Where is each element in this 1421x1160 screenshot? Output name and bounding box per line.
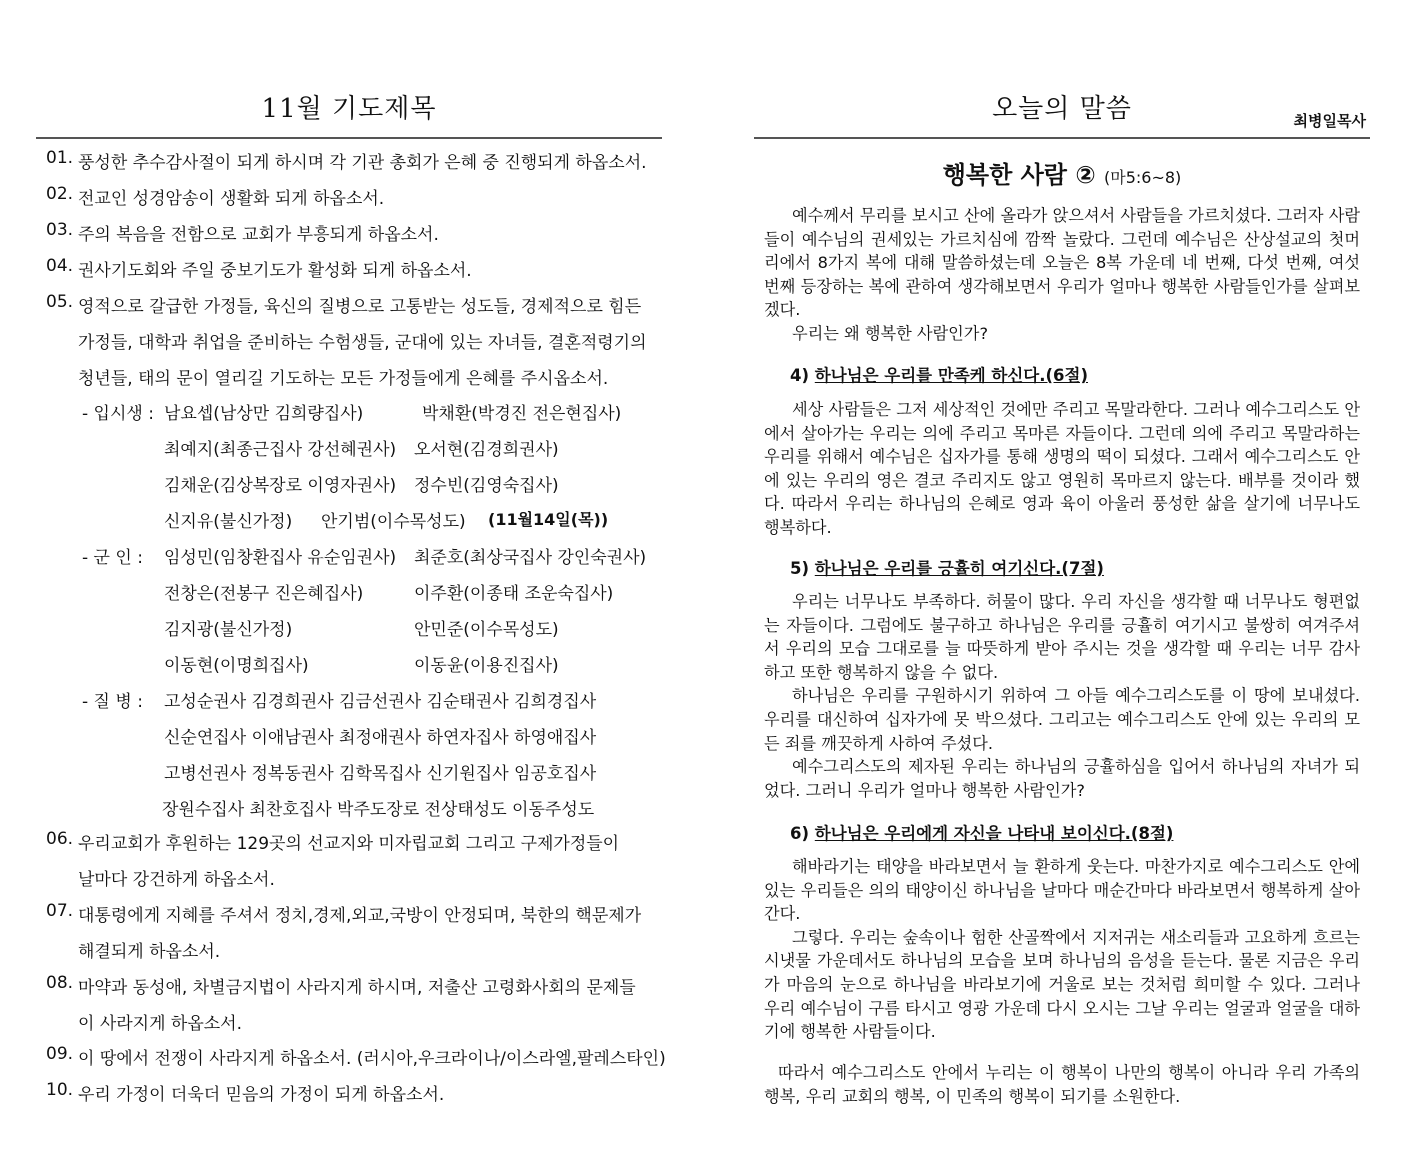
- item-text: 권사기도회와 주일 중보기도가 활성화 되게 하옵소서.: [78, 261, 472, 281]
- exam-date: (11월14일(목)): [488, 510, 609, 529]
- army-label: - 군 인 :: [82, 548, 143, 568]
- item-text: 가정들, 대학과 취업을 준비하는 수험생들, 군대에 있는 자녀들, 결혼적령기의: [78, 333, 647, 353]
- point-paragraph-6: [764, 855, 1360, 1044]
- item-text: 마약과 동성애, 차별금지법이 사라지게 하시며, 저출산 고령화사회의 문제들: [78, 978, 636, 998]
- name-entry: 전창은(전봉구 진은혜집사): [164, 584, 364, 604]
- title-divider: [754, 137, 1370, 139]
- point-heading-6: [790, 820, 1173, 844]
- heading-number: 6): [790, 824, 810, 843]
- name-entry: 임성민(임창환집사 유순임권사): [164, 548, 397, 568]
- item-number: 02.: [46, 184, 74, 204]
- name-entry: 안민준(이수목성도): [414, 620, 559, 640]
- conclusion-paragraph: [764, 1061, 1360, 1108]
- item-number: 06.: [46, 829, 74, 849]
- paragraph-text: 해바라기는 태양을 바라보면서 늘 환하게 웃는다. 마찬가지로 예수그리스도 안에 있는 우리들은 의의 태양이신 하나님을 날마다 매순간마다 바라보면서 행복하게 살아간다.: [764, 857, 1360, 924]
- item-text: 해결되게 하옵소서.: [78, 942, 221, 962]
- heading-text: 하나님은 우리에게 자신을 나타내 보이신다.(8절): [814, 824, 1174, 843]
- author: 최병일목사: [1293, 112, 1366, 130]
- item-text: 이 땅에서 전쟁이 사라지게 하옵소서. (러시아,우크라이나/이스라엘,팔레스타인): [78, 1049, 666, 1069]
- item-text: 대통령에게 지혜를 주셔서 정치,경제,외교,국방이 안정되며, 북한의 핵문제가: [78, 906, 642, 926]
- paragraph-text: 우리는 왜 행복한 사람인가?: [792, 323, 989, 343]
- heading-text: 하나님은 우리를 긍휼히 여기신다.(7절): [814, 559, 1104, 578]
- name-list: 고성순권사 김경희권사 김금선권사 김순태권사 김희경집사: [164, 692, 597, 712]
- item-number: 07.: [46, 901, 74, 921]
- name-entry: 정수빈(김영숙집사): [414, 476, 559, 496]
- name-entry: 박채환(박경진 전은현집사): [422, 404, 622, 424]
- name-entry: 이동윤(이용진집사): [414, 656, 559, 676]
- paragraph-text: 예수께서 무리를 보시고 산에 올라가 앉으셔서 사람들을 가르치셨다. 그러자 사람들이 예수님의 권세있는 가르치심에 깜짝 놀랐다. 그런데 예수님은 산상설교의 첫머리에서 8가지 복에 대해 말씀하셨는데 오늘은 8복 가운데 네 번째, 다섯 번째, 여섯 번째 등장하는 복에 관하여 생각해보면서 우리가 얼마나 행복한 사람들인가를 살펴보겠다.: [764, 206, 1360, 320]
- heading-number: 5): [790, 559, 810, 578]
- item-text: 청년들, 태의 문이 열리길 기도하는 모든 가정들에게 은혜를 주시옵소서.: [78, 369, 609, 389]
- paragraph-text: 그렇다. 우리는 숲속이나 험한 산골짝에서 지저귀는 새소리들과 고요하게 흐르는 시냇물 가운데서도 하나님의 모습을 보며 하나님의 음성을 듣는다. 물론 지금은 우리가 마음의 눈으로 하나님을 바라보기에 거울로 보는 것처럼 희미할 수 있다. 그러나 우리 예수님이 구름 타시고 영광 가운데 다시 오시는 그날 우리는 얼굴과 얼굴을 대하기에 행복한 사람들이다.: [764, 927, 1360, 1042]
- exam-label: - 입시생 :: [82, 404, 154, 424]
- paragraph-text: 우리는 너무나도 부족하다. 허물이 많다. 우리 자신을 생각할 때 너무나도 형편없는 자들이다. 그럼에도 불구하고 하나님은 우리를 긍휼히 여기시고 불쌍히 여겨주셔서 우리의 모습 그대로를 늘 따뜻하게 받아 주시는 것을 생각할 때 우리는 너무 감사하고 또한 행복하지 않을 수 없다.: [764, 592, 1360, 682]
- name-entry: 오서현(김경희권사): [414, 440, 559, 460]
- item-text: 전교인 성경암송이 생활화 되게 하옵소서.: [78, 189, 385, 209]
- name-entry: 김지광(불신가정): [164, 620, 293, 640]
- item-text: 영적으로 갈급한 가정들, 육신의 질병으로 고통받는 성도들, 경제적으로 힘든: [78, 297, 642, 317]
- paragraph-text: 하나님은 우리를 구원하시기 위하여 그 아들 예수그리스도를 이 땅에 보내셨다. 우리를 대신하여 십자가에 못 박으셨다. 그리고는 예수그리스도 안에 있는 우리의 모든 죄를 깨끗하게 사하여 주셨다.: [764, 686, 1360, 753]
- name-entry: 최준호(최상국집사 강인숙권사): [414, 548, 647, 568]
- item-number: 03.: [46, 220, 74, 240]
- point-paragraph-5: [764, 590, 1360, 802]
- item-number: 01.: [46, 148, 74, 168]
- item-number: 09.: [46, 1044, 74, 1064]
- item-text: 날마다 강건하게 하옵소서.: [78, 870, 275, 890]
- point-paragraph-4: [764, 398, 1360, 540]
- item-text: 우리 가정이 더욱더 믿음의 가정이 되게 하옵소서.: [78, 1085, 445, 1105]
- item-text: 주의 복음을 전함으로 교회가 부흥되게 하옵소서.: [78, 225, 439, 245]
- item-text: 풍성한 추수감사절이 되게 하시며 각 기관 총회가 은혜 중 진행되게 하옵소서.: [78, 153, 647, 173]
- scripture-ref: (마5:6~8): [1104, 168, 1182, 187]
- item-text: 우리교회가 후원하는 129곳의 선교지와 미자립교회 그리고 구제가정들이: [78, 834, 620, 854]
- sermon-title-text: 행복한 사람 ②: [942, 161, 1096, 189]
- intro-paragraph: [764, 204, 1360, 346]
- item-number: 05.: [46, 292, 74, 312]
- item-number: 10.: [46, 1080, 74, 1100]
- name-entry: 안기범(이수목성도): [321, 512, 466, 532]
- point-heading-5: [790, 555, 1104, 579]
- paragraph-text: 따라서 예수그리스도 안에서 누리는 이 행복이 나만의 행복이 아니라 우리 가족의 행복, 우리 교회의 행복, 이 민족의 행복이 되기를 소원한다.: [764, 1063, 1360, 1106]
- item-number: 08.: [46, 973, 74, 993]
- heading-text: 하나님은 우리를 만족케 하신다.(6절): [814, 366, 1088, 385]
- paragraph-text: 예수그리스도의 제자된 우리는 하나님의 긍휼하심을 입어서 하나님의 자녀가 되었다. 그러니 우리가 얼마나 행복한 사람인가?: [764, 757, 1360, 800]
- item-number: 04.: [46, 256, 74, 276]
- name-list: 장원수집사 최찬호집사 박주도장로 전상태성도 이동주성도: [162, 800, 595, 820]
- name-entry: 이주환(이종태 조운숙집사): [414, 584, 614, 604]
- sermon-section-title: 오늘의 말씀: [992, 94, 1132, 124]
- sick-label: - 질 병 :: [82, 692, 143, 712]
- paragraph-text: 세상 사람들은 그저 세상적인 것에만 주리고 목말라한다. 그러나 예수그리스도 안에서 살아가는 우리는 의에 주리고 목마른 자들이다. 그런데 의에 주리고 목말라하는 우리를 위해서 예수님은 십자가를 통해 생명의 떡이 되셨다. 그래서 예수그리스도 안에 있는 우리의 영은 결코 주리지도 않고 영원히 목마르지 않는다. 배부를 것이라 했다. 따라서 우리는 하나님의 은혜로 영과 육이 아울러 풍성한 삶을 살기에 너무나도 행복하다.: [764, 400, 1360, 537]
- item-text: 이 사라지게 하옵소서.: [78, 1014, 243, 1034]
- name-entry: 최예지(최종근집사 강선혜권사): [164, 440, 397, 460]
- title-divider: [36, 137, 662, 139]
- sermon-title: [754, 155, 1370, 190]
- name-entry: 김채운(김상복장로 이영자권사): [164, 476, 397, 496]
- prayer-title: 11월 기도제목: [261, 94, 437, 124]
- name-list: 신순연집사 이애남권사 최정애권사 하연자집사 하영애집사: [164, 728, 597, 748]
- name-entry: 남요셉(남상만 김희량집사): [164, 404, 364, 424]
- name-entry: 신지유(불신가정): [164, 512, 293, 532]
- point-heading-4: [790, 362, 1088, 386]
- heading-number: 4): [790, 366, 810, 385]
- name-list: 고병선권사 정복동권사 김학목집사 신기원집사 임공호집사: [164, 764, 597, 784]
- name-entry: 이동현(이명희집사): [164, 656, 309, 676]
